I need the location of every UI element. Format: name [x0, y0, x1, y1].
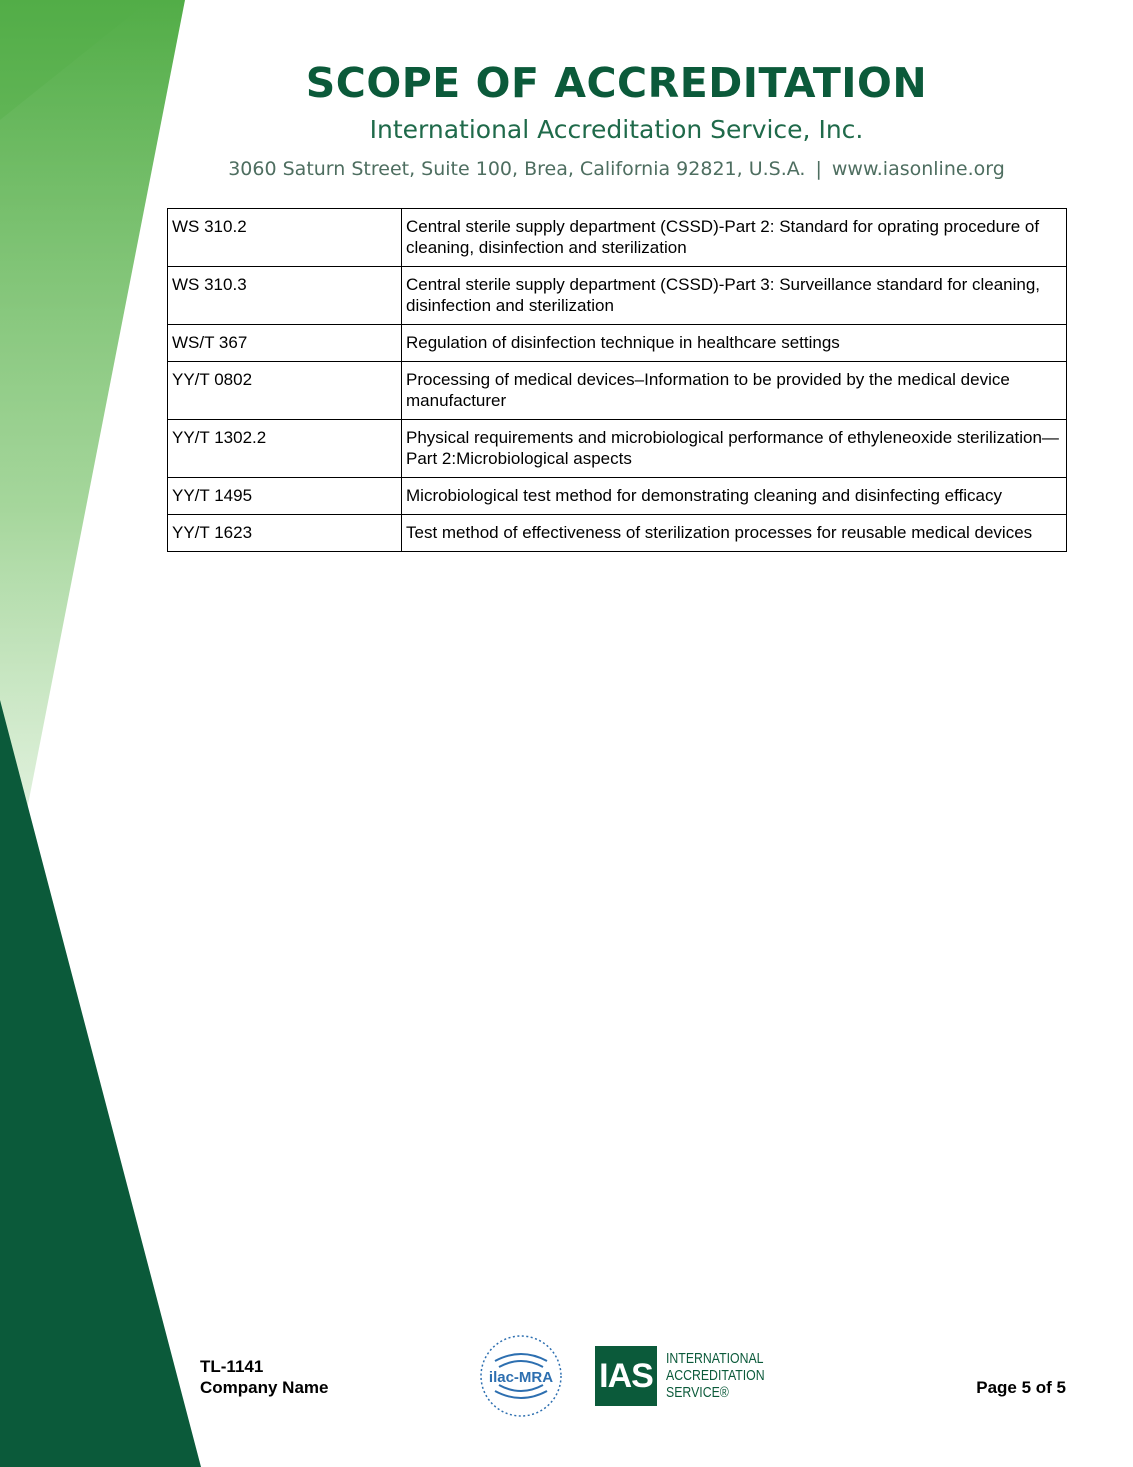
standard-description: Physical requirements and microbiological performance of ethyleneoxide sterilization—Part 2:Microbiological aspects: [402, 420, 1067, 478]
standard-code: YY/T 1302.2: [168, 420, 402, 478]
ias-logo-mark: IAS: [595, 1346, 657, 1406]
standard-code: WS 310.2: [168, 209, 402, 267]
organization-name: International Accreditation Service, Inc.: [369, 115, 864, 144]
table-row: [168, 209, 1067, 267]
ias-logo-wordmark: [666, 1350, 765, 1401]
certificate-number: TL-1141: [200, 1357, 264, 1376]
standard-description: Microbiological test method for demonstrating cleaning and disinfecting efficacy: [402, 478, 1067, 515]
standard-code: WS/T 367: [168, 325, 402, 362]
ias-logo-line: SERVICE®: [666, 1384, 729, 1401]
table-row: [168, 515, 1067, 552]
page-number: Page 5 of 5: [976, 1378, 1066, 1397]
address-line: [0, 156, 1133, 182]
page-title: SCOPE OF ACCREDITATION: [305, 59, 928, 107]
company-name: Company Name: [200, 1378, 329, 1397]
standard-description: Regulation of disinfection technique in healthcare settings: [402, 325, 1067, 362]
standard-code: YY/T 1495: [168, 478, 402, 515]
table-row: [168, 420, 1067, 478]
standard-description: Central sterile supply department (CSSD)-Part 2: Standard for oprating procedure of cleaning, disinfection and sterilization: [402, 209, 1067, 267]
address-separator: |: [815, 158, 822, 180]
standard-code: WS 310.3: [168, 267, 402, 325]
standard-code: YY/T 0802: [168, 362, 402, 420]
website-link[interactable]: www.iasonline.org: [831, 158, 1005, 180]
ias-logo-line: INTERNATIONAL: [666, 1350, 764, 1367]
table-row: [168, 325, 1067, 362]
standard-description: Central sterile supply department (CSSD)-Part 3: Surveillance standard for cleaning, disinfection and sterilization: [402, 267, 1067, 325]
ias-logo-line: ACCREDITATION: [666, 1367, 765, 1384]
standard-code: YY/T 1623: [168, 515, 402, 552]
standard-description: Test method of effectiveness of sterilization processes for reusable medical devices: [402, 515, 1067, 552]
ilac-mra-logo: [478, 1333, 564, 1419]
ilac-logo-text: ilac-MRA: [488, 1369, 554, 1386]
standard-description: Processing of medical devices–Information to be provided by the medical device manufacturer: [402, 362, 1067, 420]
page-header: [0, 58, 1133, 182]
table-row: [168, 362, 1067, 420]
scope-table: [167, 208, 1067, 552]
address: 3060 Saturn Street, Suite 100, Brea, California 92821, U.S.A.: [228, 158, 806, 180]
footer-identity: [200, 1356, 328, 1398]
table-row: [168, 478, 1067, 515]
table-row: [168, 267, 1067, 325]
